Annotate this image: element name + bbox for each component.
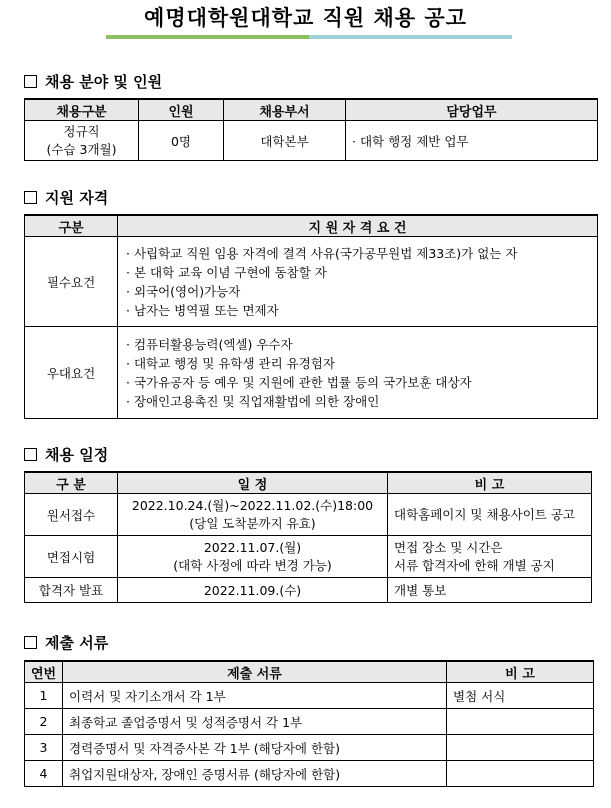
table-row: 4 취업지원대상자, 장애인 증명서류 (해당자에 한함) bbox=[25, 761, 594, 787]
list-item: · 국가유공자 등 예우 및 지원에 관한 법률 등의 국가보훈 대상자 bbox=[126, 373, 593, 392]
qual-preferred-list bbox=[118, 327, 598, 419]
section-heading-schedule: 채용 일정 bbox=[24, 444, 108, 465]
schedule-table bbox=[24, 471, 592, 603]
list-item: · 본 대학 교육 이념 구현에 동참할 자 bbox=[126, 263, 593, 282]
docs-header-note: 비 고 bbox=[447, 661, 594, 683]
section-heading-docs: 제출 서류 bbox=[24, 632, 108, 653]
section-heading-qual: 지원 자격 bbox=[24, 187, 108, 208]
title-underline bbox=[106, 35, 512, 39]
field-header-count: 인원 bbox=[139, 99, 224, 121]
schedule-header-type: 구 분 bbox=[25, 472, 118, 494]
docs-table bbox=[24, 660, 594, 787]
schedule-header-date: 일 정 bbox=[118, 472, 388, 494]
qual-required-label: 필수요건 bbox=[25, 237, 118, 327]
qual-preferred-label: 우대요건 bbox=[25, 327, 118, 419]
field-header-duty: 담당업무 bbox=[346, 99, 598, 121]
table-row: 3 경력증명서 및 자격증사본 각 1부 (해당자에 한함) bbox=[25, 735, 594, 761]
list-item: · 대학교 행정 및 유학생 관리 유경험자 bbox=[126, 354, 593, 373]
qual-table bbox=[24, 214, 598, 419]
qual-required-list bbox=[118, 237, 598, 327]
table-row: 2 최종학교 졸업증명서 및 성적증명서 각 1부 bbox=[25, 709, 594, 735]
field-type-cell: 정규직 (수습 3개월) bbox=[25, 121, 139, 161]
schedule-header-note: 비 고 bbox=[388, 472, 592, 494]
section-heading-field: 채용 분야 및 인원 bbox=[24, 71, 162, 92]
field-table bbox=[24, 98, 598, 161]
page-title: 예명대학원대학교 직원 채용 공고 bbox=[144, 6, 467, 30]
field-header-type: 채용구분 bbox=[25, 99, 139, 121]
field-duty-cell: · 대학 행정 제반 업무 bbox=[346, 121, 598, 161]
qual-header-req: 지 원 자 격 요 건 bbox=[118, 215, 598, 237]
list-item: · 컴퓨터활용능력(엑셀) 우수자 bbox=[126, 335, 593, 354]
list-item: · 사립학교 직원 임용 자격에 결격 사유(국가공무원법 제33조)가 없는 자 bbox=[126, 244, 593, 263]
table-row: 원서접수 2022.10.24.(월)~2022.11.02.(수)18:00 (당일 도착분까지 유효) 대학홈페이지 및 채용사이트 공고 bbox=[25, 494, 592, 536]
table-row: 면접시험 2022.11.07.(월) (대학 사정에 따라 변경 가능) 면접 장소 및 시간은 서류 합격자에 한해 개별 공지 bbox=[25, 536, 592, 578]
field-dept-cell: 대학본부 bbox=[224, 121, 346, 161]
docs-header-doc: 제출 서류 bbox=[63, 661, 447, 683]
docs-header-no: 연번 bbox=[25, 661, 63, 683]
table-row: 1 이력서 및 자기소개서 각 1부 별첨 서식 bbox=[25, 683, 594, 709]
list-item: · 외국어(영어)가능자 bbox=[126, 282, 593, 301]
field-header-dept: 채용부서 bbox=[224, 99, 346, 121]
table-row: 합격자 발표 2022.11.09.(수) 개별 통보 bbox=[25, 578, 592, 603]
list-item: · 장애인고용촉진 및 직업재활법에 의한 장애인 bbox=[126, 392, 593, 411]
list-item: · 남자는 병역필 또는 면제자 bbox=[126, 301, 593, 320]
qual-header-type: 구분 bbox=[25, 215, 118, 237]
field-count-cell: 0명 bbox=[139, 121, 224, 161]
